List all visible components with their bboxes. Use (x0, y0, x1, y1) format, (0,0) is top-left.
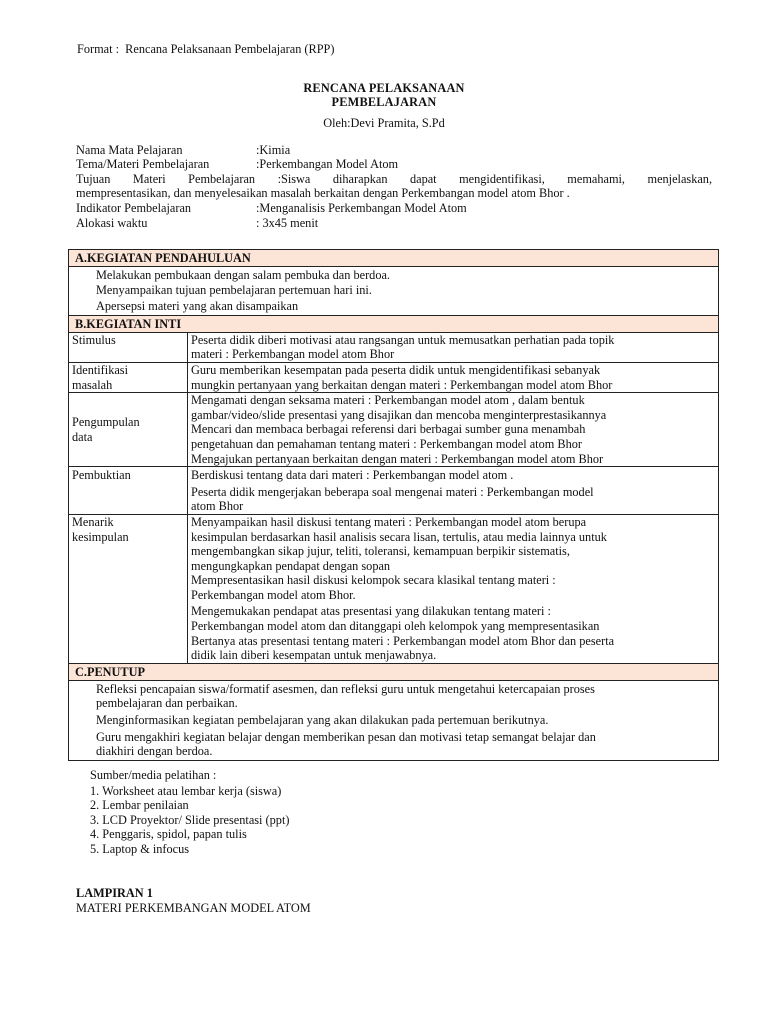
indikator-value: :Menganalisis Perkembangan Model Atom (256, 201, 467, 215)
tujuan-word: diharapkan (332, 172, 388, 186)
list-item: 5. Laptop & infocus (90, 841, 190, 856)
content-line: pengetahuan dan pemahaman tentang materi : Perkembangan model atom Bhor (191, 436, 582, 451)
tujuan-word: Tujuan (76, 172, 111, 186)
content-line: Menginformasikan kegiatan pembelajaran yang akan dilakukan pada pertemuan berikutnya. (96, 713, 549, 728)
lampiran-subtitle: MATERI PERKEMBANGAN MODEL ATOM (76, 900, 311, 915)
author-line: Oleh:Devi Pramita, S.Pd (323, 116, 445, 130)
content-line: didik lain diberi kesempatan untuk menjawabnya. (191, 648, 437, 663)
tujuan-word: Materi (132, 172, 166, 186)
list-item: Apersepsi materi yang akan disampaikan (96, 299, 299, 314)
row-label-menarik-kesimpulan (69, 514, 188, 663)
table-row (69, 332, 719, 362)
format-label: Format : (77, 42, 120, 56)
row-label-identifikasi (69, 362, 188, 392)
tujuan-word: memahami, (567, 172, 626, 186)
tujuan-word: dapat (409, 172, 437, 186)
doc-title-line2: PEMBELAJARAN (331, 95, 437, 109)
content-line: Mencari dan membaca berbagai referensi dari berbagai sumber guna menambah (191, 422, 586, 437)
tujuan-line1 (76, 172, 712, 187)
label-line: data (72, 429, 93, 444)
alokasi-value: : 3x45 menit (256, 216, 319, 230)
alokasi-label: Alokasi waktu (76, 216, 148, 230)
tujuan-word: menjelaskan, (647, 172, 713, 186)
content-line: Mempresentasikan hasil diskusi kelompok secara klasikal tentang materi : (191, 573, 556, 588)
indikator-label: Indikator Pembelajaran (76, 201, 192, 215)
content-line: Perkembangan model atom Bhor. (191, 587, 356, 602)
list-item: 1. Worksheet atau lembar kerja (siswa) (90, 783, 282, 798)
mapel-label: Nama Mata Pelajaran (76, 143, 183, 157)
content-line: diakhiri dengan berdoa. (96, 744, 213, 759)
tema-value: :Perkembangan Model Atom (256, 157, 399, 171)
pendahuluan-content (69, 267, 719, 316)
format-line (77, 42, 335, 57)
content-line: Mengamati dengan seksama materi : Perkembangan model atom , dalam bentuk (191, 393, 585, 408)
row-content-stimulus (188, 332, 719, 362)
content-line: Peserta didik diberi motivasi atau rangsangan untuk memusatkan perhatian pada topik (191, 332, 615, 347)
list-item: 3. LCD Proyektor/ Slide presentasi (ppt) (90, 812, 290, 827)
row-label-stimulus: Stimulus (69, 332, 188, 362)
row-content-pembuktian (188, 467, 719, 515)
penutup-content-row (69, 680, 719, 760)
content-line: mengembangkan sikap jujur, teliti, toleransi, kemampuan berpikir sistematis, (191, 544, 570, 559)
activity-table (68, 249, 719, 761)
table-row (69, 362, 719, 392)
label-line: Menarik (72, 514, 114, 529)
tema-label: Tema/Materi Pembelajaran (76, 157, 210, 171)
label-line: masalah (72, 377, 113, 392)
sources-title: Sumber/media pelatihan : (90, 768, 217, 782)
content-line: mengungkapkan pendapat dengan sopan (191, 558, 391, 573)
mapel-value: :Kimia (256, 143, 291, 157)
content-line: mungkin pertanyaan yang berkaitan dengan materi : Perkembangan model atom Bhor (191, 377, 613, 392)
row-content-identifikasi (188, 362, 719, 392)
label-line: Pengumpulan (72, 415, 140, 430)
content-line: Menyampaikan hasil diskusi tentang materi : Perkembangan model atom berupa (191, 514, 587, 529)
label-line: Identifikasi (72, 362, 129, 377)
row-content-pengumpulan (188, 393, 719, 467)
content-line: pembelajaran dan perbaikan. (96, 696, 238, 711)
table-row (69, 514, 719, 663)
content-line: Guru mengakhiri kegiatan belajar dengan memberikan pesan dan motivasi tetap semangat belajar dan (96, 729, 596, 744)
list-item: 4. Penggaris, spidol, papan tulis (90, 827, 247, 842)
table-row (69, 467, 719, 515)
pendahuluan-content-row (69, 267, 719, 316)
content-line: Peserta didik mengerjakan beberapa soal mengenai materi : Perkembangan model (191, 484, 594, 499)
content-line: kesimpulan berdasarkan hasil analisis secara lisan, tertulis, atau media lainnya untuk (191, 529, 607, 544)
tujuan-word: Pembelajaran (188, 172, 256, 186)
content-line: Berdiskusi tentang data dari materi : Perkembangan model atom . (191, 468, 514, 483)
content-line: Bertanya atas presentasi tentang materi : Perkembangan model atom Bhor dan peserta (191, 633, 615, 648)
list-item: 2. Lembar penilaian (90, 798, 189, 813)
content-line: Perkembangan model atom dan ditanggapi oleh kelompok yang mempresentasikan (191, 619, 600, 634)
table-row (69, 393, 719, 467)
penutup-content (69, 680, 719, 760)
sources-block (90, 768, 289, 857)
tujuan-word: :Siswa (277, 172, 311, 186)
format-value: Rencana Pelaksanaan Pembelajaran (RPP) (125, 42, 335, 56)
lampiran-block (76, 886, 311, 915)
inti-header: B.KEGIATAN INTI (69, 315, 719, 332)
content-line: Mengajukan pertanyaan berkaitan dengan materi : Perkembangan model atom Bhor (191, 451, 604, 466)
penutup-header-row (69, 663, 719, 680)
list-item: Menyampaikan tujuan pembelajaran pertemuan hari ini. (96, 282, 372, 297)
penutup-header: C.PENUTUP (69, 663, 719, 680)
row-label-pembuktian: Pembuktian (69, 467, 188, 515)
pendahuluan-header: A.KEGIATAN PENDAHULUAN (69, 250, 719, 267)
tujuan-word: mengidentifikasi, (459, 172, 545, 186)
row-label-pengumpulan (69, 393, 188, 467)
inti-header-row (69, 315, 719, 332)
content-line: materi : Perkembangan model atom Bhor (191, 347, 395, 362)
doc-title-line1: RENCANA PELAKSANAAN (303, 81, 465, 95)
content-line: Mengemukakan pendapat atas presentasi yang dilakukan tentang materi : (191, 604, 551, 619)
content-line: Refleksi pencapaian siswa/formatif asesmen, dan refleksi guru untuk mengetahui ketercapaian proses (96, 681, 595, 696)
tujuan-line2: mempresentasikan, dan menyelesaikan masalah berkaitan dengan Perkembangan model atom Bhor . (76, 186, 570, 200)
content-line: Guru memberikan kesempatan pada peserta didik untuk mengidentifikasi sebanyak (191, 362, 601, 377)
pendahuluan-header-row (69, 250, 719, 267)
list-item: Melakukan pembukaan dengan salam pembuka dan berdoa. (96, 268, 390, 282)
content-line: gambar/video/slide presentasi yang disajikan dan mencoba menginterprestasikannya (191, 407, 607, 422)
lampiran-title: LAMPIRAN 1 (76, 886, 153, 900)
content-line: atom Bhor (191, 499, 244, 514)
label-line: kesimpulan (72, 529, 129, 544)
row-content-menarik-kesimpulan (188, 514, 719, 663)
